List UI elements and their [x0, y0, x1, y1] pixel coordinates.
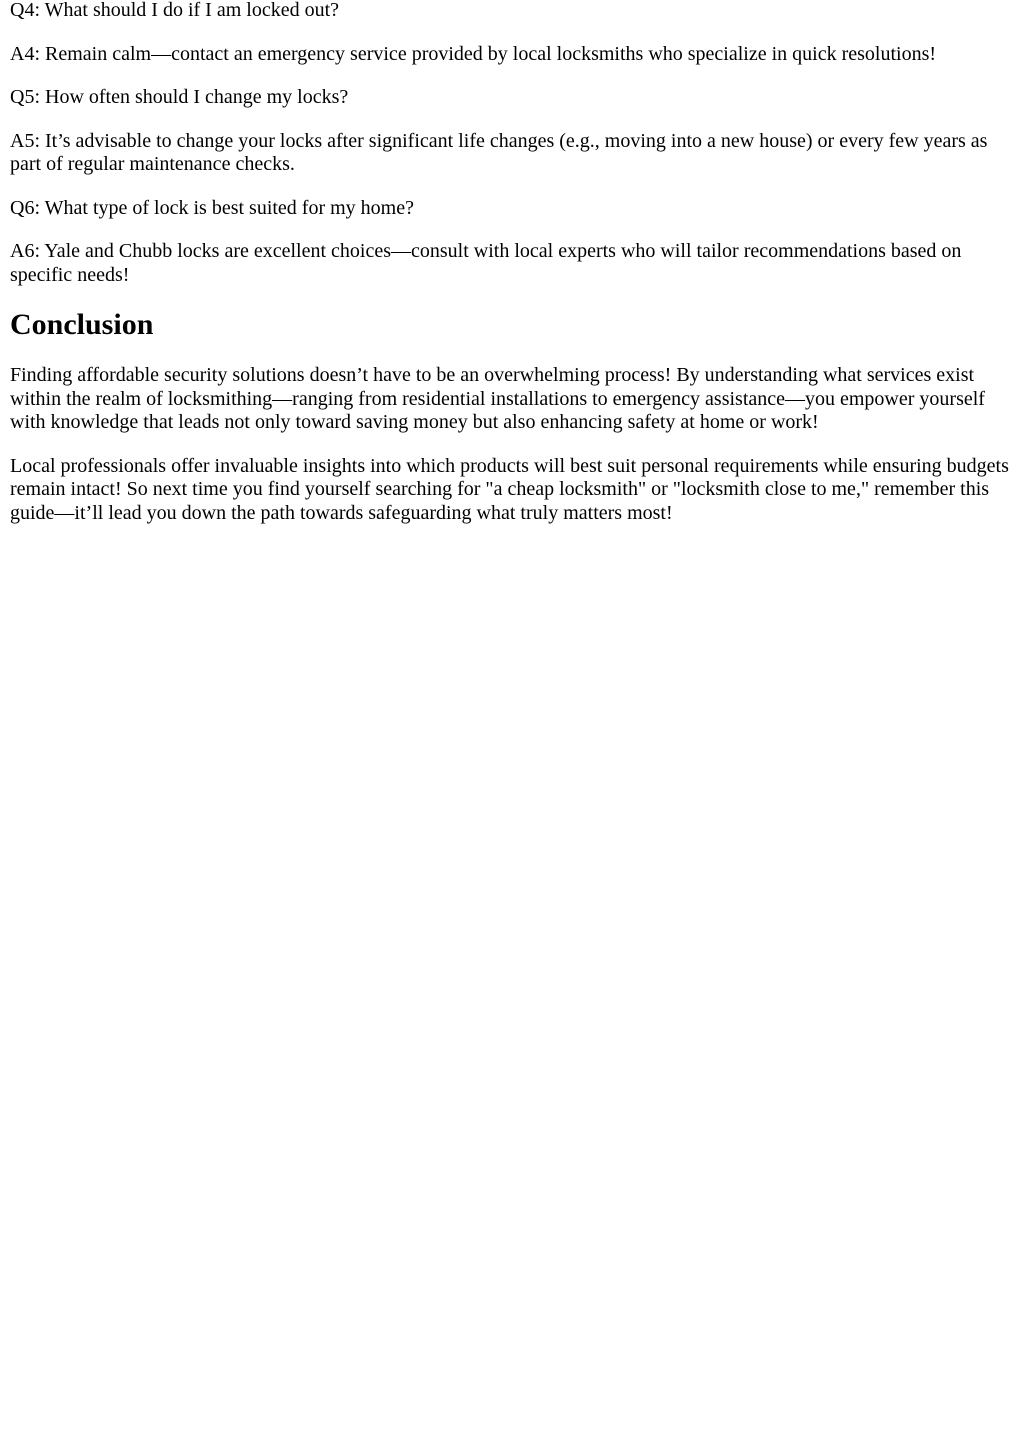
conclusion-heading: Conclusion	[10, 308, 154, 341]
conclusion-paragraph-1: Finding affordable security solutions doesn’t have to be an overwhelming process! By understanding what services exist within the realm of locksmithing—ranging from residential installations to emergency assistance—you empower yourself with knowledge that leads not only toward saving money but also enhancing safety at home or work!	[10, 364, 985, 433]
conclusion-paragraph-2: Local professionals offer invaluable insights into which products will best suit personal requirements while ensuring budgets remain intact! So next time you find yourself searching for "a cheap locksmith" or "locksmith close to me," remember this guide—it’ll lead you down the path towards safeguarding what truly matters most!	[10, 454, 1009, 524]
faq-question-6: Q6: What type of lock is best suited for my home?	[10, 196, 414, 219]
faq-answer-6: A6: Yale and Chubb locks are excellent choices—consult with local experts who will tailor recommendations based on specific needs!	[10, 240, 962, 286]
faq-section	[10, 0, 1010, 287]
faq-question-4: Q4: What should I do if I am locked out?	[10, 0, 340, 21]
article-content	[10, 0, 1010, 545]
faq-answer-5: A5: It’s advisable to change your locks after significant life changes (e.g., moving into a new house) or every few years as part of regular maintenance checks.	[10, 129, 988, 175]
faq-answer-4: A4: Remain calm—contact an emergency service provided by local locksmiths who specialize in quick resolutions!	[10, 42, 937, 65]
faq-question-5: Q5: How often should I change my locks?	[10, 86, 349, 108]
conclusion-section	[10, 307, 1010, 525]
